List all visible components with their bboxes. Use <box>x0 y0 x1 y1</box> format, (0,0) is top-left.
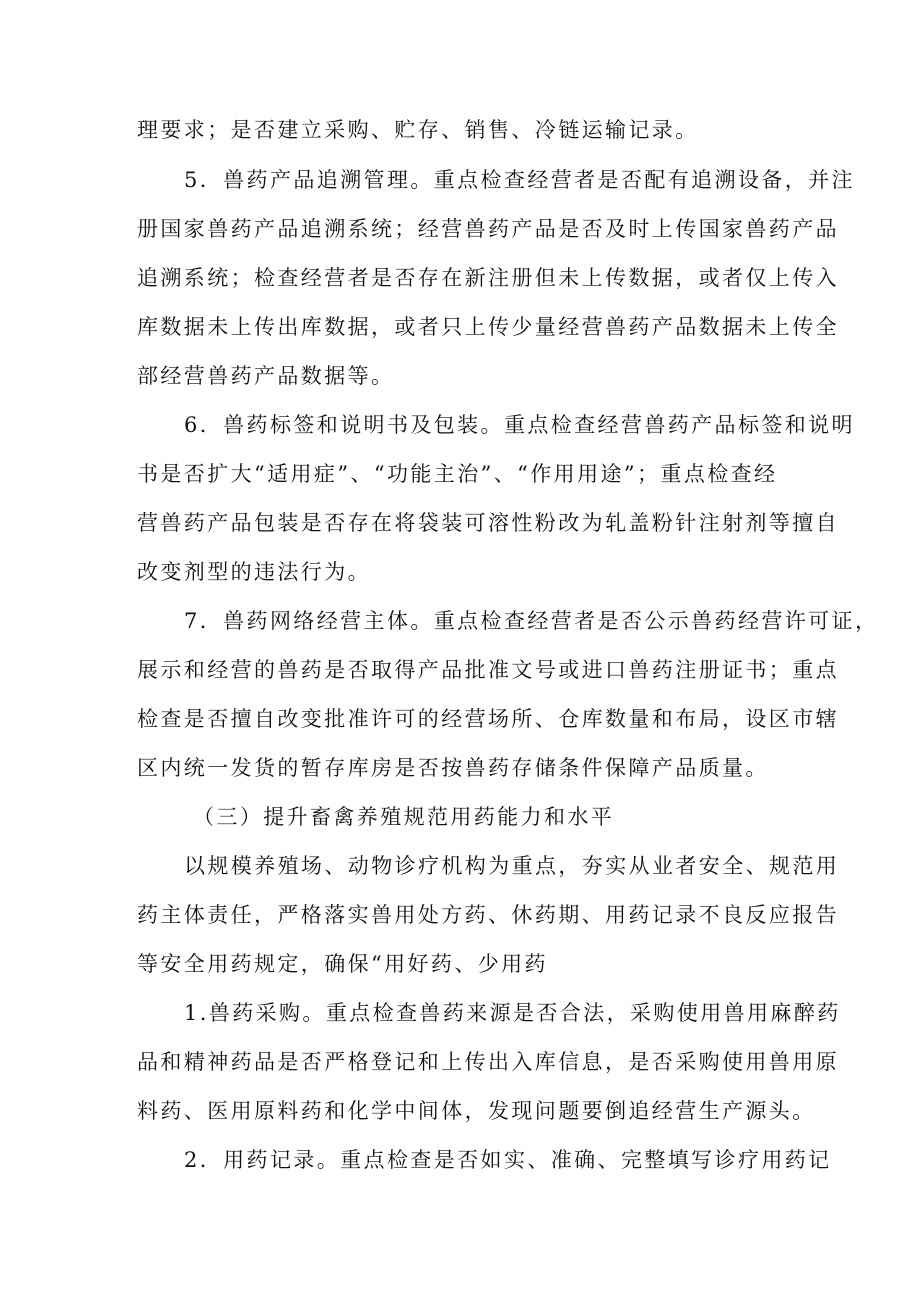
paragraph-line: 等安全用药规定，确保“用好药、少用药 <box>137 952 548 976</box>
paragraph-line: 部经营兽药产品数据等。 <box>137 364 395 388</box>
paragraph-line: 书是否扩大“适用症”、“功能主治”、“作用用途”；重点检查经 <box>137 462 778 486</box>
paragraph-line: 品和精神药品是否严格登记和上传出入库信息，是否采购使用兽用原 <box>137 1050 839 1074</box>
paragraph-line: 检查是否擅自改变批准许可的经营场所、仓库数量和布局，设区市辖 <box>137 707 839 731</box>
paragraph-line: 以规模养殖场、动物诊疗机构为重点，夯实从业者安全、规范用 <box>184 854 840 878</box>
section-heading: （三）提升畜禽养殖规范用药能力和水平 <box>193 805 615 829</box>
paragraph-line: 改变剂型的违法行为。 <box>137 560 371 584</box>
paragraph-line: 7．兽药网络经营主体。重点检查经营者是否公示兽药经营许可证， <box>184 609 879 633</box>
paragraph-line: 2．用药记录。重点检查是否如实、准确、完整填写诊疗用药记 <box>184 1148 832 1172</box>
paragraph-line: 药主体责任，严格落实兽用处方药、休药期、用药记录不良反应报告 <box>137 903 839 927</box>
paragraph-line: 料药、医用原料药和化学中间体，发现问题要倒追经营生产源头。 <box>137 1099 816 1123</box>
paragraph-line: 展示和经营的兽药是否取得产品批准文号或进口兽药注册证书；重点 <box>137 658 839 682</box>
paragraph-line: 理要求；是否建立采购、贮存、销售、冷链运输记录。 <box>137 118 699 142</box>
paragraph-line: 6．兽药标签和说明书及包装。重点检查经营兽药产品标签和说明 <box>184 413 855 437</box>
paragraph-line: 区内统一发货的暂存库房是否按兽药存储条件保障产品质量。 <box>137 756 769 780</box>
paragraph-line: 追溯系统；检查经营者是否存在新注册但未上传数据，或者仅上传入 <box>137 266 839 290</box>
paragraph-line: 册国家兽药产品追溯系统；经营兽药产品是否及时上传国家兽药产品 <box>137 217 839 241</box>
paragraph-line: 1.兽药采购。重点检查兽药来源是否合法，采购使用兽用麻醉药 <box>184 1001 841 1025</box>
paragraph-line: 营兽药产品包装是否存在将袋装可溶性粉改为轧盖粉针注射剂等擅自 <box>137 511 839 535</box>
paragraph-line: 库数据未上传出库数据，或者只上传少量经营兽药产品数据未上传全 <box>137 315 839 339</box>
paragraph-line: 5．兽药产品追溯管理。重点检查经营者是否配有追溯设备，并注 <box>184 168 855 192</box>
